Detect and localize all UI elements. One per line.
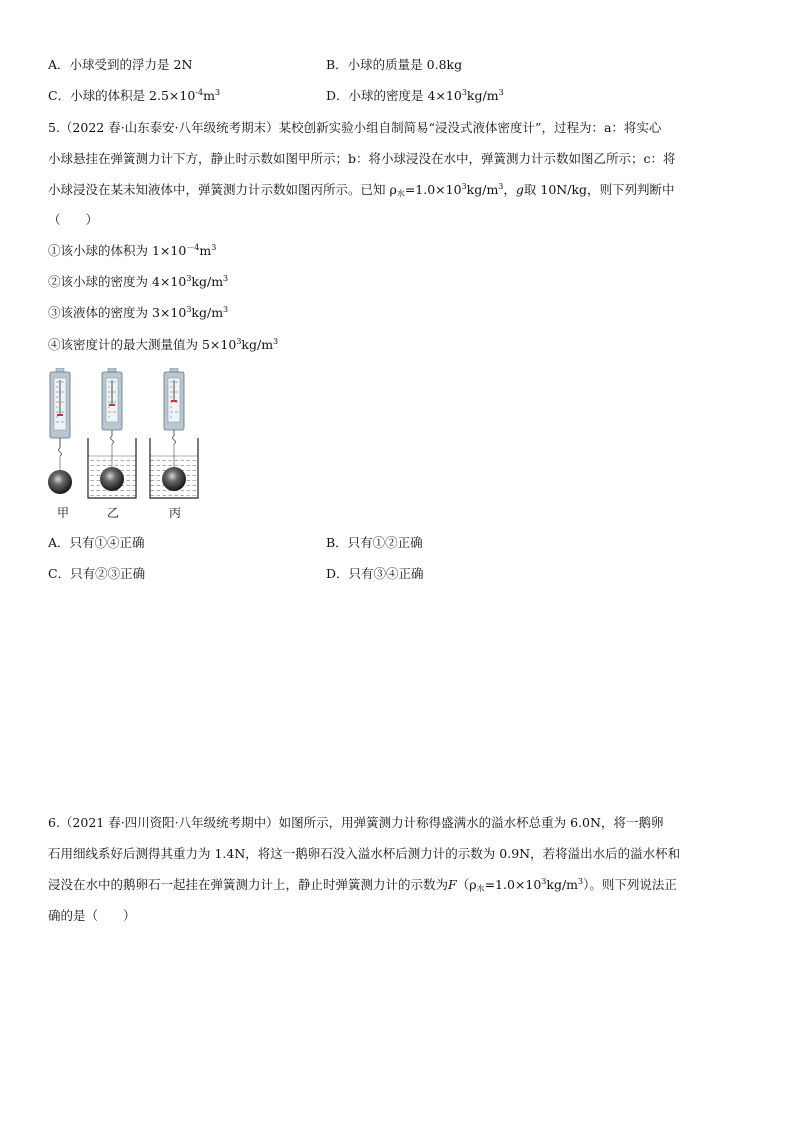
q4-option-a: A．小球受到的浮力是 2N <box>48 57 193 72</box>
q6-stem-line3: 浸没在水中的鹅卵石一起挂在弹簧测力计上，静止时弹簧测力计的示数为$F(\rho_水=1.0\times 10^3kg/m^3)$。则下列说法正 <box>48 877 677 893</box>
spring-scale-bing <box>164 368 184 468</box>
q5-statement-2: ②该小球的密度为 $4\times 10^3kg/m^3$ <box>48 274 229 289</box>
q5-statement-1: ①该小球的体积为 $1\times 10^{-4}m^3$ <box>48 243 217 258</box>
figure-label-yi: 乙 <box>107 506 120 520</box>
q5-stem-line1: 5.（2022 春·山东泰安·八年级统考期末）某校创新实验小组自制简易“浸没式液体密度计”，过程为：a：将实心 <box>48 120 662 135</box>
q6-stem-line2: 石用细线系好后测得其重力为 1.4N，将这一鹅卵石没入溢水杯后测力计的示数为 0.9N，若将溢出水后的溢水杯和 <box>48 846 681 861</box>
spring-scale-figure <box>42 368 212 523</box>
q5-statement-4: ④该密度计的最大测量值为 $5\times 10^3kg/m^3$ <box>48 337 279 352</box>
q4-option-d: D．小球的密度是 $4\times 10^3kg/m^3$ <box>326 88 504 103</box>
q6-stem-line1: 6.（2021 春·四川资阳·八年级统考期中）如图所示，用弹簧测力计称得盛满水的溢水杯总重为 6.0N，将一鹅卵 <box>48 815 664 830</box>
q5-statement-3: ③该液体的密度为 $3\times 10^3kg/m^3$ <box>48 305 229 320</box>
q5-option-d: D．只有③④正确 <box>326 566 424 581</box>
figure-label-bing: 丙 <box>169 506 182 520</box>
q4-option-c: C．小球的体积是 $2.5\times 10^{-4}m^3$ <box>48 88 221 103</box>
figure-label-jia: 甲 <box>57 506 70 520</box>
q4-option-b: B．小球的质量是 0.8kg <box>326 57 463 72</box>
q5-option-b: B．只有①②正确 <box>326 535 423 550</box>
q5-option-c: C．只有②③正确 <box>48 566 146 581</box>
q6-stem-line4: 确的是（ ） <box>48 908 136 923</box>
spring-scale-jia <box>48 368 72 494</box>
q5-option-a: A．只有①④正确 <box>48 535 145 550</box>
q5-stem-line3: 小球浸没在某未知液体中，弹簧测力计示数如图丙所示。已知 $\rho_水=1.0\times 10^3kg/m^3$，g取 10N/kg，则下列判断中 <box>48 182 675 198</box>
q5-answer-bracket: （ ） <box>48 212 99 227</box>
spring-scale-yi <box>102 368 122 468</box>
q5-stem-line2: 小球悬挂在弹簧测力计下方，静止时示数如图甲所示；b：将小球浸没在水中，弹簧测力计示数如图乙所示；c：将 <box>48 151 676 166</box>
